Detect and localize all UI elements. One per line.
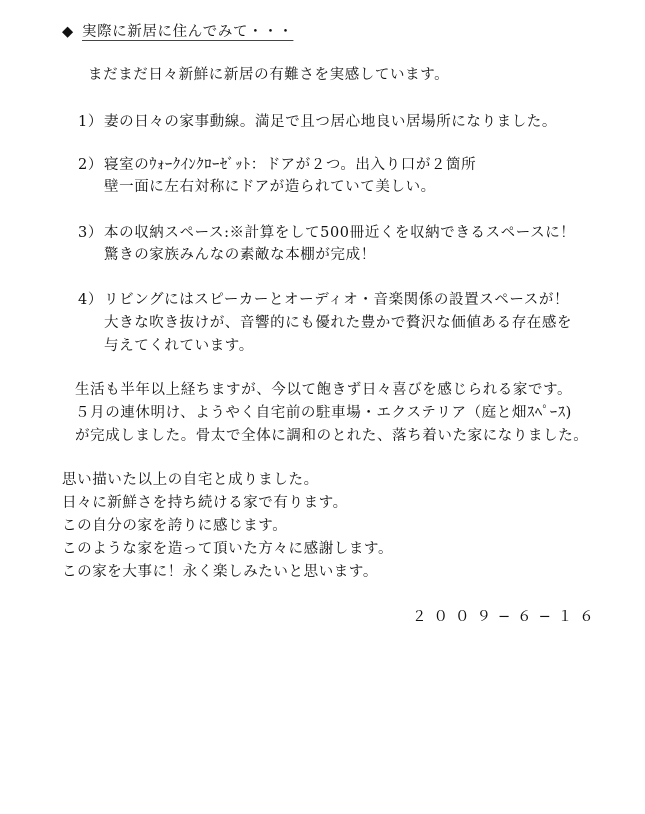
item-number: 4）	[78, 292, 103, 308]
item-number: 3）	[78, 225, 103, 241]
list-item-4	[78, 291, 569, 309]
heading-title: 実際に新居に住んでみて・・・	[82, 24, 294, 40]
list-item-3	[78, 224, 575, 242]
item-text: 寝室のｳｫｰｸｲﾝｸﾛｰｾﾞｯﾄ：ドアが２つ。出入り口が２箇所	[104, 157, 477, 173]
item-text-continued: 壁一面に左右対称にドアが造られていて美しい。	[104, 179, 436, 195]
list-item-1	[78, 113, 557, 131]
paragraph-line: 生活も半年以上経ちますが、今以て飽きず日々喜びを感じられる家です。	[75, 382, 573, 398]
closing-line: この自分の家を誇りに感じます。	[62, 518, 288, 534]
item-text: 本の収納スペース:※計算をして500冊近くを収納できるスペースに！	[104, 225, 576, 241]
item-number: 2）	[78, 157, 103, 173]
paragraph-line: が完成しました。骨太で全体に調和のとれた、落ち着いた家になりました。	[75, 428, 589, 444]
item-text-continued: 驚きの家族みんなの素敵な本棚が完成！	[104, 247, 376, 263]
item-number: 1）	[78, 114, 103, 130]
item-text-continued: 大きな吹き抜けが、音響的にも優れた豊かで贅沢な価値ある存在感を	[104, 315, 573, 331]
item-text: リビングにはスピーカーとオーディオ・音楽関係の設置スペースが！	[104, 292, 570, 308]
paragraph-line: ５月の連休明け、ようやく自宅前の駐車場・エクステリア（庭と畑ｽﾍﾟｰｽ)	[75, 405, 572, 421]
intro-text: まだまだ日々新鮮に新居の有難さを実感しています。	[88, 67, 450, 83]
heading	[62, 23, 293, 41]
closing-line: 日々に新鮮さを持ち続ける家で有ります。	[62, 495, 348, 511]
diamond-bullet-icon: ◆	[62, 24, 74, 40]
item-text-continued: 与えてくれています。	[104, 338, 254, 354]
closing-line: 思い描いた以上の自宅と成りました。	[62, 472, 319, 488]
closing-line: この家を大事に！永く楽しみたいと思います。	[62, 564, 378, 580]
date: ２００９−６−１６	[412, 609, 601, 625]
item-text: 妻の日々の家事動線。満足で且つ居心地良い居場所になりました。	[104, 114, 557, 130]
closing-line: このような家を造って頂いた方々に感謝します。	[62, 541, 394, 557]
list-item-2	[78, 156, 476, 174]
